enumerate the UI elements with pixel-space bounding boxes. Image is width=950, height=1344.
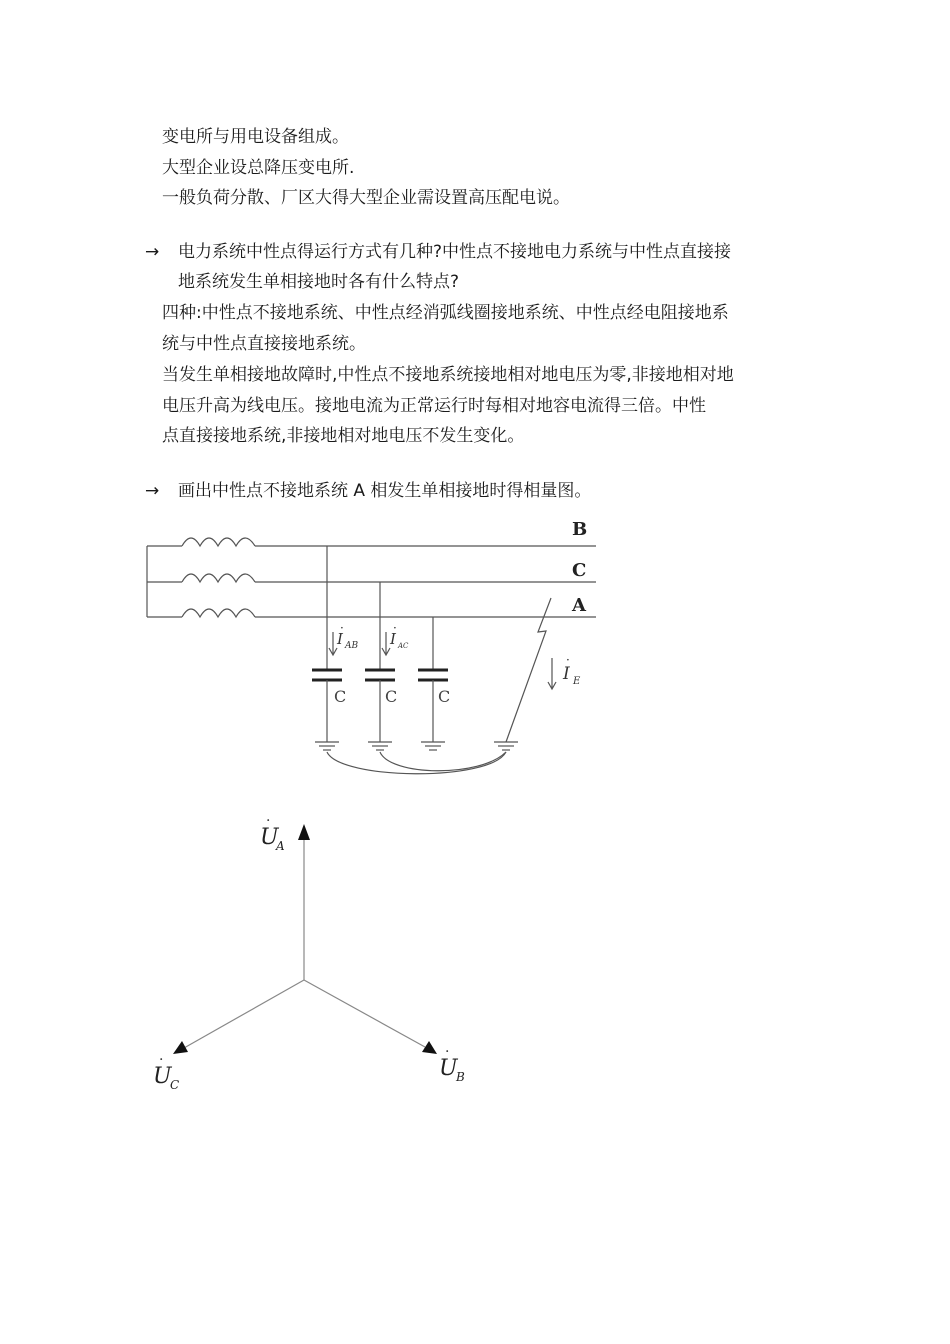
arrow-bullet-icon: → (145, 242, 160, 262)
phasor-ua-dot: · (266, 813, 271, 829)
phasor-ub-dot: · (445, 1044, 450, 1060)
intro-line-3: 一般负荷分散、厂区大得大型企业需设置高压配电说。 (162, 188, 570, 208)
current-ab-sub: AB (345, 641, 359, 651)
phasor-ub-sub: B (456, 1070, 465, 1084)
ground-symbol-3 (421, 742, 445, 750)
phase-label-a: A (572, 595, 586, 616)
ground-symbol-2 (368, 742, 392, 750)
fault-path (506, 598, 551, 742)
question2-title: 画出中性点不接地系统 A 相发生单相接地时得相量图。 (178, 481, 592, 501)
intro-line-1: 变电所与用电设备组成。 (162, 127, 349, 147)
current-e-arrow (548, 658, 556, 689)
phasor-ua-sub: A (276, 839, 285, 853)
current-ac-dot: · (393, 621, 397, 635)
question1-answer-line-1: 四种:中性点不接地系统、中性点经消弧线圈接地系统、中性点经电阻接地系 (162, 303, 729, 323)
current-ac-sub: AC (398, 642, 409, 650)
current-ab-arrow (329, 632, 337, 655)
phasor-ua-arrowhead (298, 824, 310, 840)
capacitor-label-3: C (438, 687, 451, 706)
ground-symbol-1 (315, 742, 339, 750)
current-ac-symbol: I (390, 630, 396, 648)
phase-label-c: C (572, 560, 587, 581)
phasor-ub-arrowhead (422, 1041, 437, 1054)
intro-line-2: 大型企业设总降压变电所. (162, 158, 355, 178)
question1-title-line-2: 地系统发生单相接地时各有什么特点? (178, 272, 460, 292)
question1-answer-line-2: 统与中性点直接接地系统。 (162, 334, 366, 354)
phasor-ub-line (304, 980, 425, 1047)
arrow-bullet-icon-2: → (145, 481, 160, 501)
coil-c (182, 574, 255, 582)
current-ac-arrow (382, 632, 390, 655)
capacitor-label-1: C (334, 687, 347, 706)
phasor-uc-sub: C (170, 1078, 180, 1092)
phasor-uc-symbol: U (153, 1064, 172, 1089)
question1-answer-line-4: 电压升高为线电压。接地电流为正常运行时每相对地容电流得三倍。中性 (162, 396, 706, 416)
question1-title-line-1: 电力系统中性点得运行方式有几种?中性点不接地电力系统与中性点直接接 (178, 242, 732, 262)
phasor-uc-dot: · (159, 1052, 164, 1068)
phasor-ua-symbol: U (260, 825, 279, 850)
capacitor-label-2: C (385, 687, 398, 706)
current-e-dot: · (566, 653, 570, 667)
coil-b (182, 538, 255, 546)
phase-label-b: B (572, 519, 588, 540)
phasor-uc-line (184, 980, 304, 1048)
current-e-sub: E (573, 676, 581, 687)
ground-return-arc-1 (327, 752, 506, 774)
ground-symbol-4 (494, 742, 518, 750)
current-e-symbol: I (563, 664, 570, 684)
question1-answer-line-5: 点直接接地系统,非接地相对地电压不发生变化。 (162, 426, 525, 446)
phasor-diagram (0, 800, 950, 1120)
coil-a (182, 609, 255, 617)
ground-return-arc-2 (380, 752, 506, 771)
current-ab-symbol: I (337, 630, 343, 648)
question1-answer-line-3: 当发生单相接地故障时,中性点不接地系统接地相对地电压为零,非接地相对地 (162, 365, 734, 385)
phasor-ub-symbol: U (439, 1056, 458, 1081)
current-ab-dot: · (340, 621, 344, 635)
